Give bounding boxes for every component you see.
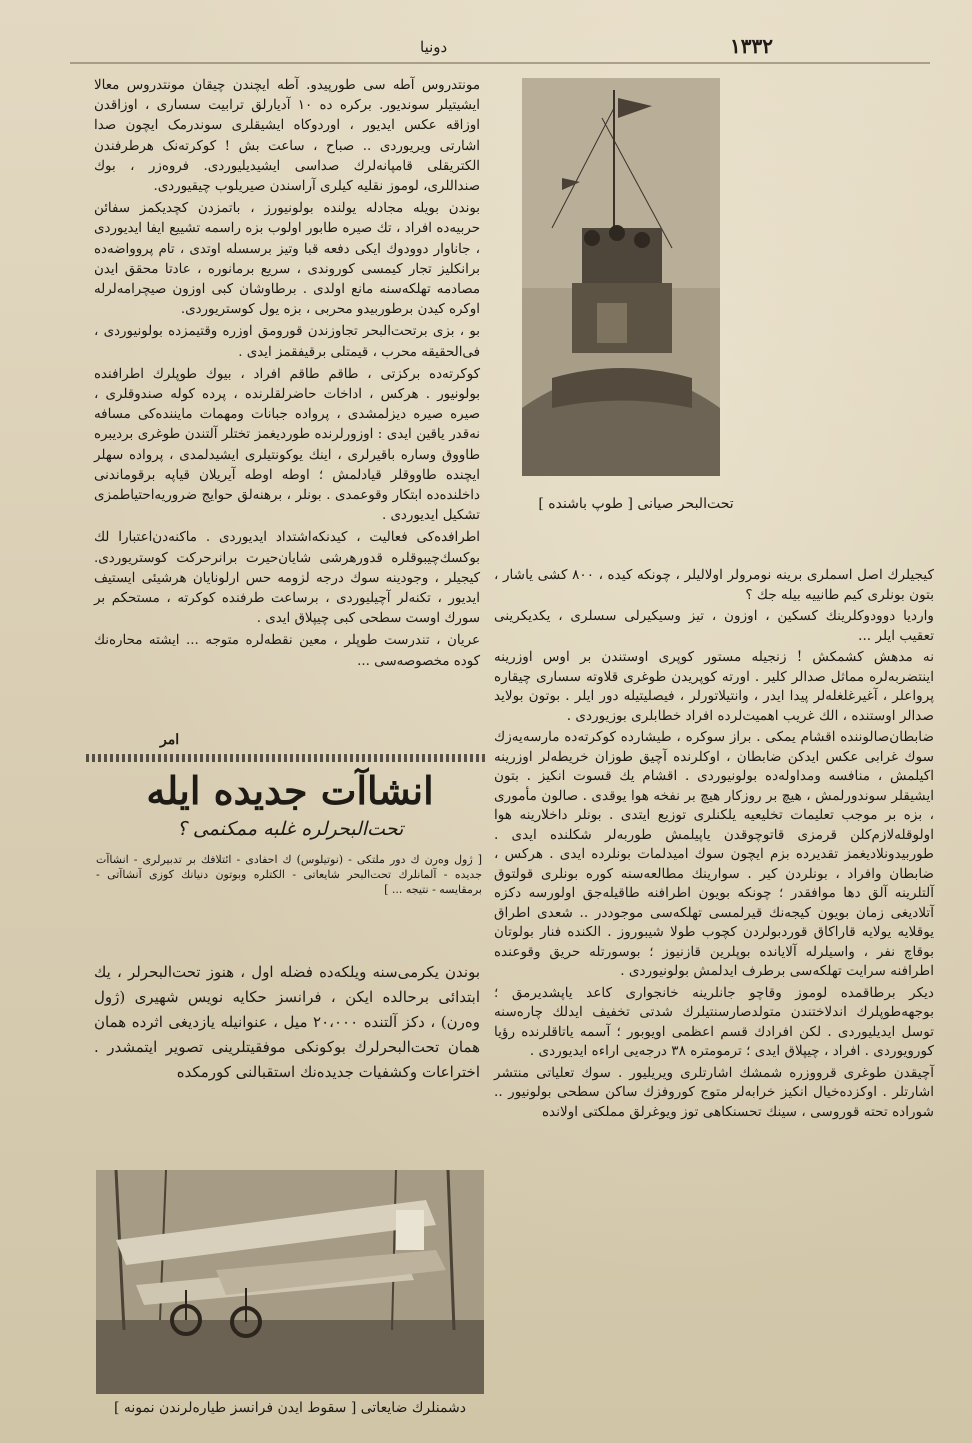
section-divider <box>86 754 486 762</box>
paragraph: واردیا دوودوکلرینك کسکین ، اوزون ، تیز وسیکیرلی سسلری ، یکدیکرینی تعقیب ایلر ... <box>494 608 934 644</box>
paragraph: آچیقدن طوغری قرووزره شمشك اشارتلری ویریلیور . سوك تعلیاتی منتشر اشارتلر . اوکزده‌خیال انکیز خرابه‌لر متوج کوروفزك ساکن سطحی بولونیور .. شوراده تحته قوروسی ، سینك تحسنکاهی توز ویوغرلق مملکتی اولانده <box>494 1064 934 1120</box>
paragraph: عریان ، تندرست طوپلر ، معین نقطه‌لره متوجه ... ایشته محاره‌نك کوده مخصوصه‌سی ... <box>94 633 480 669</box>
paragraph: ضابطان‌صالوننده اقشام یمکی . براز سوکره ، طیشارده کوکرته‌ده مارسه‌یه‌زك سوك غرابی عکس ایدکن ضابطان ، اوکلرنده آچیق طوزان خریطه‌لر اوزرینه اکیلمش ، منافسه ومداوله‌ده بولونیوردی . اقشام یك قسوت انکیز . بتون ایشیقلر سوندورلمش ، هیچ بر روزکار هیچ بر نفخه هوا یوقدی . صالون مأموری ، بزه بر موجب تعلیمات تخلیعیه یلکنلری توزیع ایتدی . بونلر داخلارینه هوا اولوقله‌لازم‌کلن قرمزی قاتوچوقدن یاپیلمش طوربه‌لر شکلنده ایدی . طوربیدونلادیغمز تقدیرده بزم ایچون سوك امیدلمات بونلرده ایدی . هرکس ، ضابطان وافراد ، بونلردن کیر . سوارینك مطالعه‌سنه کوره بونلری قولتوق آلتلرینه آلق دها موافقدر ؛ چونکه بویون اطرافنه طاقیله‌جق اولورسه دکزه آتلادیغی زمان بویون کیجه‌نك قیرلمسی تهلکه‌سی موجوددر .. شعدی اطراق یوقلایه یولایه قاراکاق قوردبولردن کچوب طولا شیبوروز . الکنده فنار بولوتان بوقاچ نفر ، واسیلرله آلایانده بوپلرین قازنیوز ؛ بوسورتله حریق وقوعنده اطرافنه سرایت تهلکه‌سی برطرف ایدلمش بولونیوردی . <box>494 729 934 979</box>
airplane-photo <box>96 1170 484 1394</box>
airplane-caption: دشمنلرك ضایعاتی [ سقوط ایدن فرانسز طیاره‌لرندن نمونه ] <box>113 1400 467 1416</box>
paragraph: بوندن بویله مجادله یولنده بولونیورز ، باتمزدن کچدیکمز سفائن حربیه‌ده افراد ، تك صیره طابور اولوب بزه راسمه تشییع ایفا ایدیوردی ، جاناوار دوودوك ایکی دفعه قبا وتیز برسسله اوتدی ، تام پروواضه‌ده برانکلیز تجار کیمسی کوروندی ، سریع برمانوره ، عادتا محقق ایدن مصادمه تهلکه‌سنه مانع اولدی . برطاوشان کبی اوزون صیچرامه‌لرله اوکره کیدن برطوربیدو محربی ، بزه یول کوستریوردی. <box>94 201 480 318</box>
page-header-title: دونيا <box>420 38 448 56</box>
paragraph: دیکر برطاقمده لوموز وقاچو جانلرینه خانجواری کاعد یاپشدیرمق ؛ بوجهه‌طوپلرك اندلاختندن متولدصارسنتیلرك شدتی تخفیف ایدلك چاره‌سنه توسل ایدیلیوردی . لکن افرادك قسم اعظمی اویوبور ؛ آسمه یاتاقلرنده رؤیا کورویوردی . افراد ، چیپلاق ایدی ؛ ترمومتره ۳۸ درجه‌یی اراءه ایدیوردی . <box>494 984 934 1059</box>
submarine-caption: تحت‌البحر صیانی [ طوپ باشنده ] <box>538 496 734 512</box>
submarine-illustration <box>522 78 720 476</box>
paragraph: بو ، بزی برتحت‌البحر تجاوزندن قورومق اوزره وقتیمزده بولونیوردی ، فی‌الحقیقه محرب ، قیمتلی برقیفقمز ایدی . <box>94 324 480 360</box>
submarine-photo <box>522 78 720 476</box>
paragraph: اطرافده‌کی فعالیت ، کیدنکه‌اشتداد ایدیوردی . ماکنه‌دن‌اعتبارا لك بوکسك‌چیبوقلره قدورهرشی شایان‌حیرت برانرحرکت کوستریوردی. کیجیلر ، وجودینه سوك درجه لزومه حس ارلونایان هرشیئی ایستیف ایدیور ، تکنه‌لر آچیلیوردی ، برساعت طرفنده کوکرته ، مستحکم بر سورك اوست سطحی کبی چیپلاق ایدی . <box>94 530 480 627</box>
right-column <box>494 566 934 1124</box>
article-title: انشاآت جدیده ایله <box>146 768 434 813</box>
paragraph: کیجیلرك اصل اسملری برینه نومرولر اولالیلر ، چونکه کیده ، ۸۰۰ کشی یاشار ، بتون بونلری کیم طانییه بیله جك ؟ <box>494 567 934 603</box>
paragraph: مونتدروس آطه سی طورپیدو. آطه ایچندن چیقان مونتدروس معالا ایشیتیلر سوندیور. برکره ده ۱۰ آدیارلق ترابیت سساری ، اوزاقدن اوزاقه عکس ایدیور ، اوردوکاه ایشیقلری سوندرمک ایچون صدا اشارتی ویریوردی .. صباح ، ساعت بش ! کوکرته‌نک هرطرفندن الکتریقلی قامپانه‌لرك صداسی ایشیدیلیوردی. فروه‌زر ، بوك صنداللری، لوموز نقلیه کیلری آراسندن صیریلوب چیقیوردی. <box>94 78 480 195</box>
author-signature: امر <box>160 732 180 748</box>
left-column-bottom <box>94 960 480 1087</box>
paragraph: کوکرته‌ده برکزتی ، طاقم طاقم افراد ، بیوك طوپلرك اطرافنده بولونیور . هرکس ، اداخات حاضرلقلرنده ، پرده کوله صندوقلری ، صیره صیره دیزلمشدی ، پرواده جبانات ومهمات مایننده‌کی مسافه نه‌قدر یاقین ایدی : اوزورلرنده طوردیغمز تختلر آلتندن طوغری بردیبره طاووق وساره باقیرلری ، اینك یوکونتیلری ایشیدلمدی ، پرواده سهلر ایچنده طاووقلر قیادلمش ؛ اوطه اوطه آیریلان قیاپه برقوماندنی داخلنده‌ده ابتکار وقوعمدی . بونلر ، برهنه‌لق حوایج ضروریه‌احتیاطمزی تشکیل ایدیوردی . <box>94 366 480 524</box>
article-summary: [ ژول وه‌رن ك دور ملتکی - (نوتیلوس) ك احفادی - ائتلافك بر تدبیرلری - انشاآت جدیده - آلمانلرك تحت‌البحر شایعاتی - الکتلره وبوتون دنیانك کوزی آنشاآتی - برمقایسه - نتیجه ... ] <box>96 853 482 896</box>
header-rule <box>70 62 930 64</box>
paragraph: بوندن یکرمی‌سنه ویلکه‌ده فضله اول ، هنوز تحت‌البحرلر ، یك ابتدائی برحالده ایکن ، فرانسز حکایه نویس شهیری (ژول وه‌رن) ، دکز آلتنده ۲۰،۰۰۰ میل ، عنوانیله یازدیغی اثرده همان همان تحت‌البحرلرك بوکونکی موفقیتلرینی تصویر ایتمشدر . اختراعات وکشفیات جدیده‌نك استقبالنی کورمکده <box>94 963 480 1081</box>
article-subtitle: تحت‌البحرلره غلبه ممکنمی ؟ <box>176 818 404 840</box>
airplane-illustration <box>96 1170 484 1394</box>
left-column-top <box>94 76 480 674</box>
paragraph: نه مدهش کشمکش ! زنجیله مستور کوپری اوستندن بر اوس اوزرینه اینتضربه‌لره مماثل صدالر کلیر . اورته کوپریدن طوغری قلاوته سساری چیقاره پرواعلر ، آغیرغلغله‌لر پیدا ایدر ، وانتیلاتورلر ، فیصلیتیله دور ایلر . بوتون بولاید صدالر اوستنده ، الك غریب اهمیت‌لرده افراد خطابلری بوزیوردی . <box>494 649 934 724</box>
page-number: ١٣٣٢ <box>730 34 773 58</box>
